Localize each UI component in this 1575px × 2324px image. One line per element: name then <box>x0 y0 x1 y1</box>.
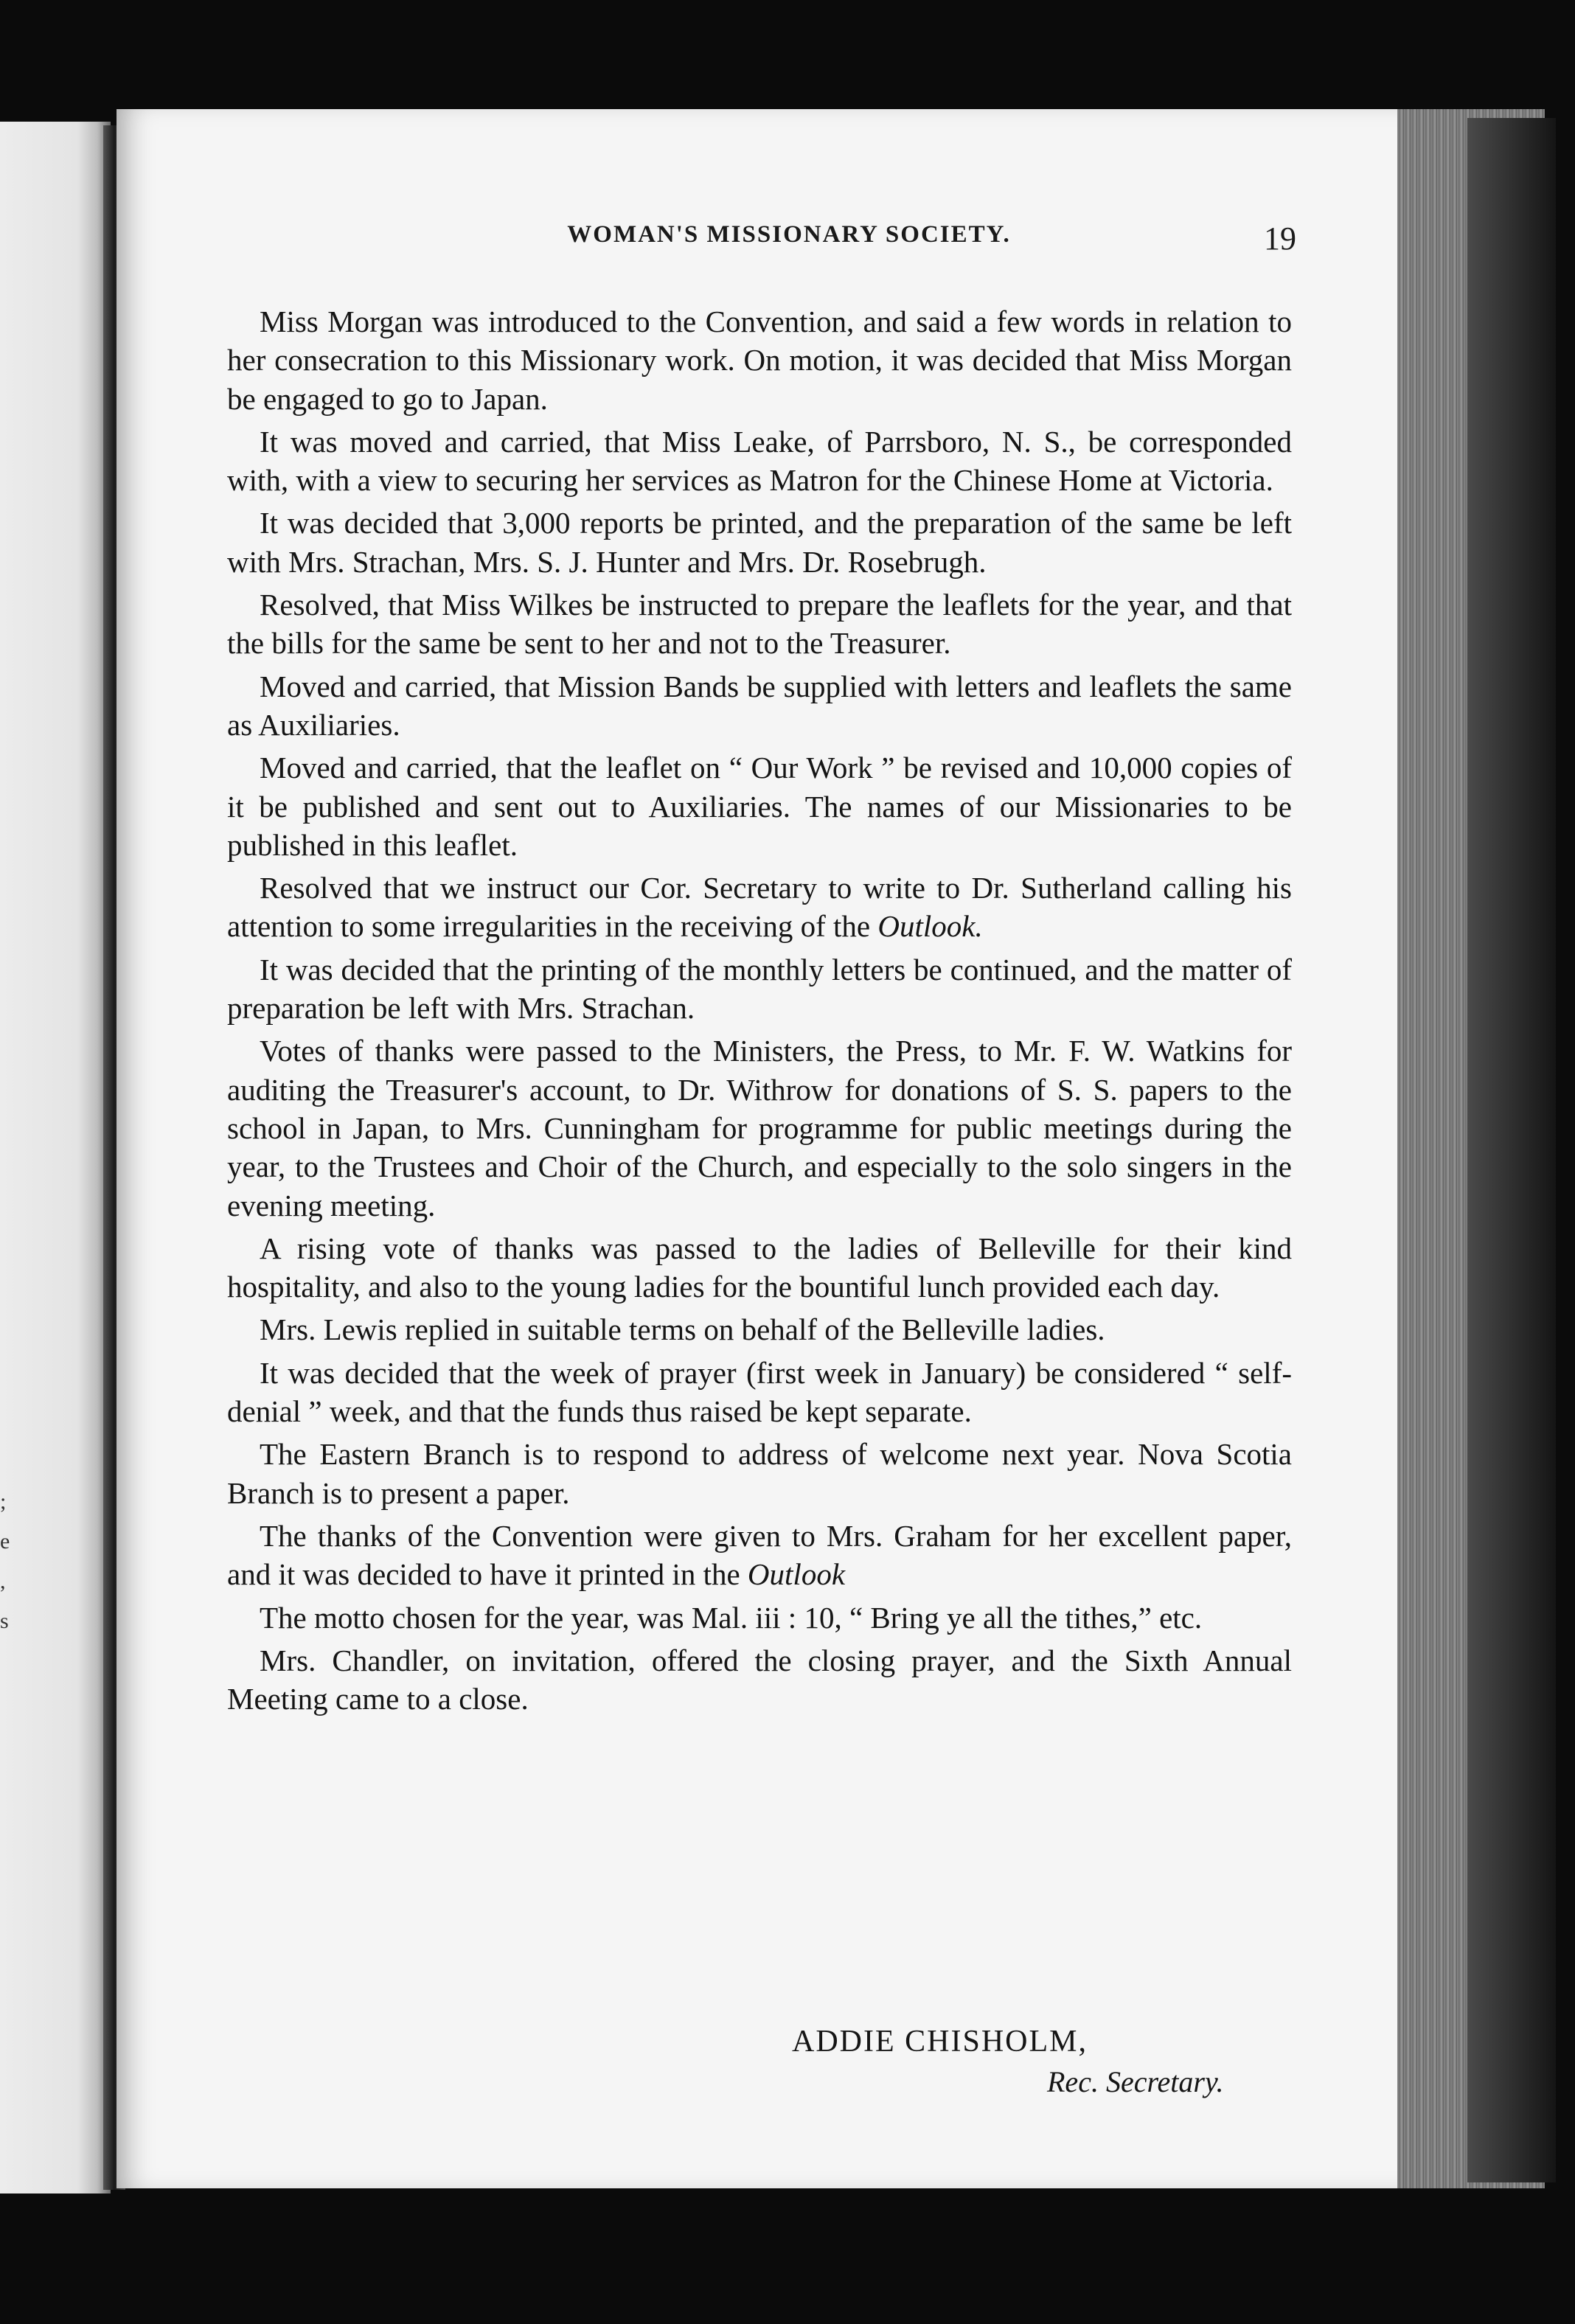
periodical-title: Outlook <box>747 1557 846 1592</box>
paragraph: Mrs. Lewis replied in suitable terms on behalf of the Belleville ladies. <box>260 1312 1105 1347</box>
paragraph: It was moved and carried, that Miss Leake, of Parrsboro, N. S., be corresponded with, with a view to securing her services as Matron for the Chinese Home at Victoria. <box>227 424 1292 498</box>
paragraph: Mrs. Chandler, on invitation, offered the closing prayer, and the Sixth Annual Meeting came to a close. <box>227 1643 1292 1716</box>
paragraph: It was decided that 3,000 reports be printed, and the preparation of the same be left with Mrs. Strachan, Mrs. S. J. Hunter and Mrs. Dr. Rosebrugh. <box>227 506 1292 579</box>
periodical-title: Outlook. <box>877 909 983 944</box>
running-head: WOMAN'S MISSIONARY SOCIETY. <box>567 221 1011 248</box>
left-facing-page <box>0 122 111 2193</box>
paragraph-outlook <box>227 869 1292 946</box>
left-page-edge-glyphs: ; e , s <box>0 1489 10 1633</box>
signature-name: ADDIE CHISHOLM, <box>792 2025 1088 2059</box>
paragraph: Votes of thanks were passed to the Ministers, the Press, to Mr. F. W. Watkins for auditing the Treasurer's account, to Dr. Withrow for donations of S. S. papers to the school in Japan, to Mrs. Cunningham for programme for public meetings during the year, to the Trustees and Choir of the Church, and especially to the solo singers in the evening meeting. <box>227 1034 1292 1222</box>
paragraph: A rising vote of thanks was passed to the ladies of Belleville for their kind hospitality, and also to the young ladies for the bountiful lunch provided each day. <box>227 1231 1292 1304</box>
paragraph-text: The thanks of the Convention were given to Mrs. Graham for her excellent paper, and it was decided to have it printed in the <box>227 1518 1292 1592</box>
signature-title: Rec. Secretary. <box>1047 2065 1224 2098</box>
page-number: 19 <box>1264 220 1296 257</box>
paragraph-text: Resolved that we instruct our Cor. Secretary to write to Dr. Sutherland calling his attention to some irregularities in the receiving of the <box>227 871 1292 944</box>
paragraph-outlook <box>227 1517 1292 1594</box>
paragraph: It was decided that the printing of the monthly letters be continued, and the matter of preparation be left with Mrs. Strachan. <box>227 952 1292 1026</box>
paragraph: Resolved, that Miss Wilkes be instructed to prepare the leaflets for the year, and that the bills for the same be sent to her and not to the Treasurer. <box>227 588 1292 661</box>
paragraph: It was decided that the week of prayer (first week in January) be considered “ self-denial ” week, and that the funds thus raised be kept separate. <box>227 1355 1292 1429</box>
book-cover-edge <box>1467 118 1556 2182</box>
paragraph: Moved and carried, that the leaflet on “ Our Work ” be revised and 10,000 copies of it be published and sent out to Auxiliaries. The names of our Missionaries to be published in this leaflet. <box>227 751 1292 862</box>
body-text <box>227 302 1292 1722</box>
paragraph: The Eastern Branch is to respond to address of welcome next year. Nova Scotia Branch is to present a paper. <box>227 1437 1292 1510</box>
paragraph: Moved and carried, that Mission Bands be supplied with letters and leaflets the same as Auxiliaries. <box>227 669 1292 742</box>
paragraph: Miss Morgan was introduced to the Convention, and said a few words in relation to her consecration to this Missionary work. On motion, it was decided that Miss Morgan be engaged to go to Japan. <box>227 305 1292 416</box>
paragraph: The motto chosen for the year, was Mal. iii : 10, “ Bring ye all the tithes,” etc. <box>260 1600 1203 1635</box>
